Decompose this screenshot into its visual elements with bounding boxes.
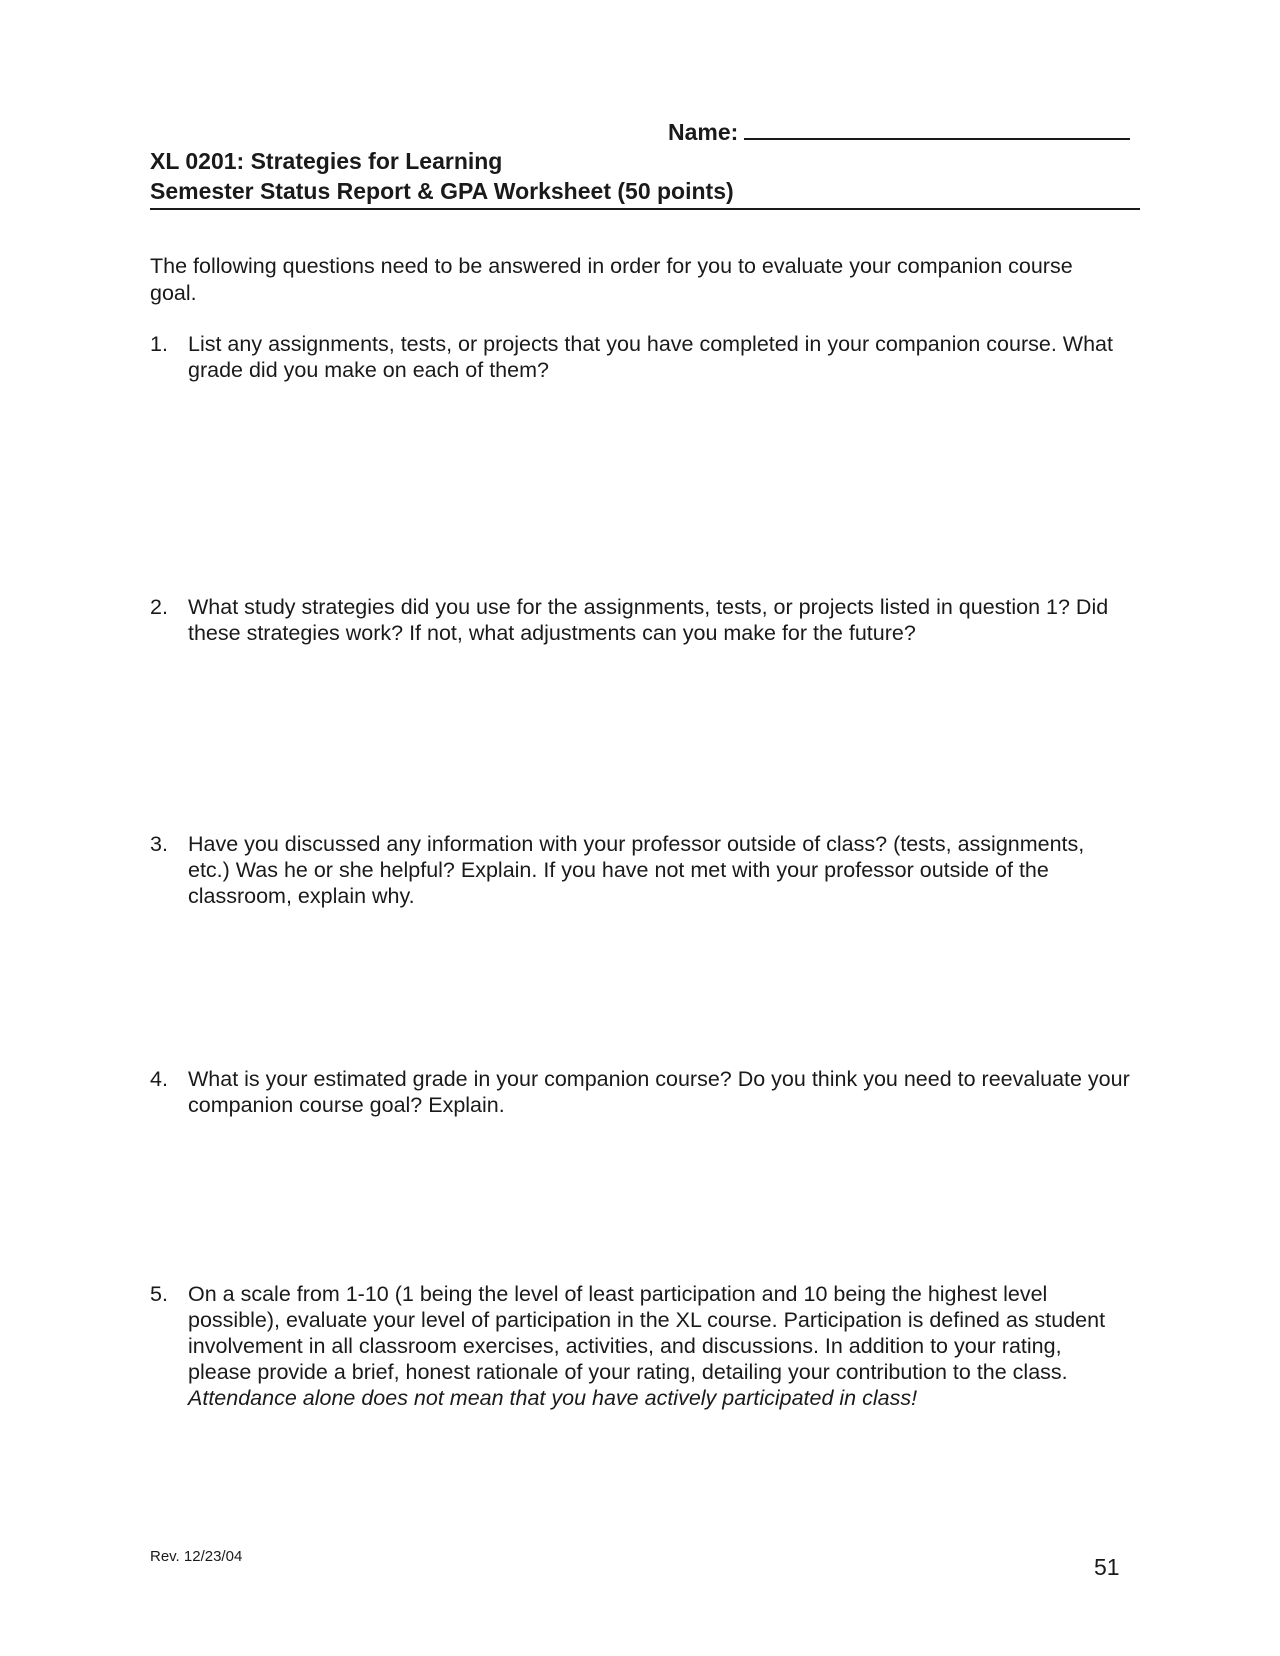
question-text: On a scale from 1-10 (1 being the level of least participation and 10 being the highest level possible), evaluate your level of participation in the XL course. Participation is defined as student involvement in all classroom exercises, activities, and discussions. In addition to your rating, please provide a brief, honest rationale of your rating, detailing your contribution to the class. [188,1282,1106,1384]
question-emphasis: Attendance alone does not mean that you have actively participated in class! [188,1386,918,1410]
question-text: What is your estimated grade in your companion course? Do you think you need to reevaluate your companion course goal? Explain. [188,1067,1130,1117]
question-item [150,1281,1130,1411]
question-text: Have you discussed any information with your professor outside of class? (tests, assignments, etc.) Was he or she helpful? Explain. If you have not met with your professor outside of the classroom, explain why. [188,832,1085,908]
title-block [150,146,1140,210]
question-number: 5. [150,1282,168,1306]
question-item [150,831,1130,909]
intro-paragraph: The following questions need to be answered in order for you to evaluate your companion course goal. [150,254,1073,305]
question-item [150,331,1130,383]
question-text: List any assignments, tests, or projects that you have completed in your companion course. What grade did you make on each of them? [188,332,1113,382]
question-item [150,594,1130,646]
question-text: What study strategies did you use for the assignments, tests, or projects listed in question 1? Did these strategies work? If not, what adjustments can you make for the future? [188,595,1109,645]
worksheet-title: Semester Status Report & GPA Worksheet (50 points) [150,178,734,204]
name-blank-line [744,118,1130,140]
question-text-container [188,1281,1130,1411]
question-number: 4. [150,1067,168,1091]
page-number: 51 [1094,1554,1120,1580]
revision-date: Rev. 12/23/04 [150,1548,243,1565]
question-number: 3. [150,832,168,856]
course-title: XL 0201: Strategies for Learning [150,148,503,174]
question-number: 1. [150,332,168,356]
question-number: 2. [150,595,168,619]
question-item [150,1066,1130,1118]
name-label: Name: [668,119,739,145]
name-field [668,118,1130,146]
